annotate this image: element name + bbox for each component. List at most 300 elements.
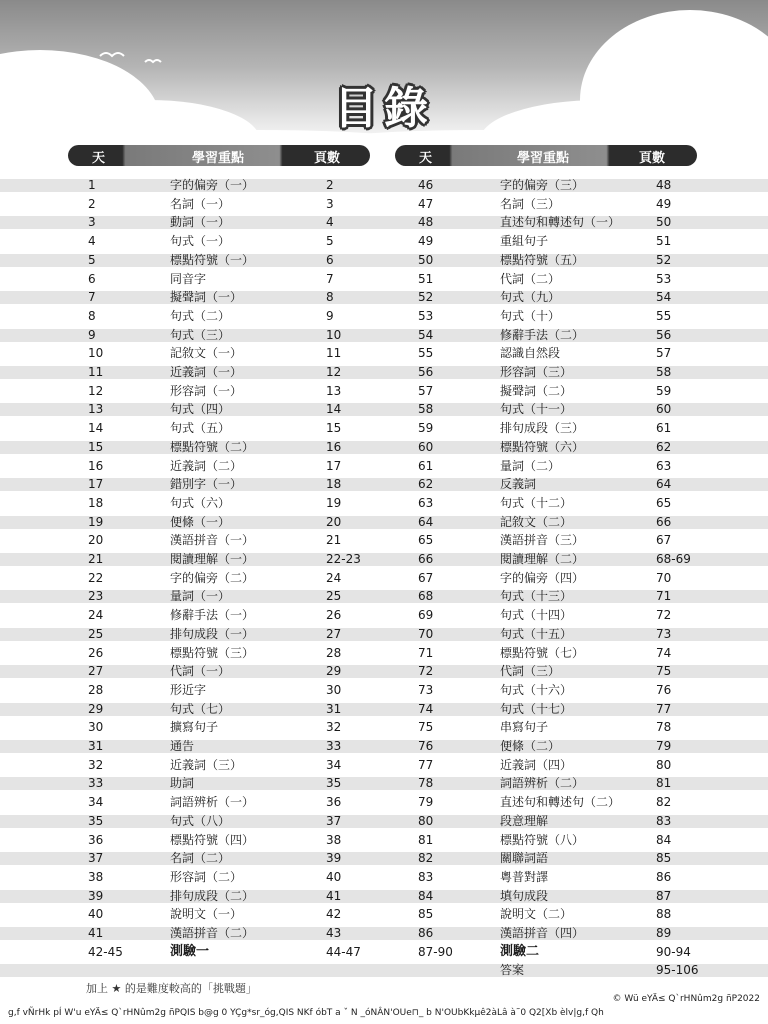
topic-cell: 形容詞（三） (500, 365, 573, 379)
day-cell: 76 (418, 739, 434, 753)
table-row (88, 718, 388, 737)
table-row (418, 550, 718, 569)
page-cell: 95-106 (656, 963, 699, 978)
topic-cell: 直述句和轉述句（二） (500, 795, 621, 810)
topic-cell: 漢語拼音（二） (170, 926, 255, 940)
day-cell: 78 (418, 776, 434, 791)
topic-cell: 句式（三） (170, 327, 231, 342)
table-row (88, 812, 388, 831)
table-row (418, 961, 718, 980)
day-cell: 23 (88, 589, 104, 604)
table-row (88, 195, 388, 214)
table-row (418, 849, 718, 868)
page-cell: 65 (656, 495, 672, 510)
table-row (88, 905, 388, 924)
table-row (88, 887, 388, 906)
topic-cell: 填句成段 (500, 888, 549, 903)
table-row (418, 569, 718, 588)
table-row (88, 382, 388, 401)
header-topic: 學習重點 (517, 151, 570, 166)
day-cell: 87-90 (418, 944, 453, 959)
page-cell: 63 (656, 458, 672, 473)
topic-cell: 測驗二 (500, 943, 540, 959)
day-cell: 11 (88, 365, 104, 379)
day-cell: 65 (418, 533, 434, 548)
day-cell: 39 (88, 888, 104, 903)
topic-cell: 說明文（一） (170, 907, 243, 922)
table-row (418, 419, 718, 438)
topic-cell: 標點符號（三） (170, 645, 255, 660)
day-cell: 30 (88, 720, 104, 735)
page-cell: 24 (326, 570, 342, 585)
topic-cell: 閱讀理解（二） (500, 552, 585, 566)
page-cell: 44-47 (326, 944, 361, 959)
page-cell: 40 (326, 869, 342, 884)
topic-cell: 標點符號（六） (500, 439, 585, 454)
table-row (88, 513, 388, 532)
day-cell: 41 (88, 926, 104, 940)
day-cell: 5 (88, 252, 96, 267)
day-cell: 20 (88, 533, 104, 548)
table-row (88, 288, 388, 307)
table-row (88, 606, 388, 625)
table-row (418, 868, 718, 887)
table-row (88, 326, 388, 345)
day-cell: 2 (88, 196, 96, 211)
table-row (418, 326, 718, 345)
page-cell: 84 (656, 832, 672, 847)
page-cell: 71 (656, 589, 672, 604)
topic-cell: 標點符號（八） (500, 832, 585, 847)
header-day: 天 (92, 151, 106, 166)
table-row (418, 662, 718, 681)
day-cell: 40 (88, 907, 104, 922)
topic-cell: 標點符號（二） (170, 439, 255, 454)
topic-cell: 同音字 (170, 271, 207, 286)
page-cell: 9 (326, 308, 334, 323)
topic-cell: 助詞 (170, 776, 195, 791)
table-row (88, 176, 388, 195)
topic-cell: 答案 (500, 963, 525, 978)
page-cell: 16 (326, 439, 342, 454)
day-cell: 86 (418, 926, 434, 940)
topic-cell: 錯別字（一） (170, 477, 243, 492)
day-cell: 7 (88, 290, 96, 305)
topic-cell: 修辭手法（一） (170, 608, 255, 623)
table-row (418, 344, 718, 363)
page-cell: 14 (326, 402, 342, 417)
topic-cell: 反義詞 (500, 477, 537, 492)
day-cell: 26 (88, 645, 104, 660)
page-cell: 58 (656, 365, 672, 379)
table-row (418, 924, 718, 943)
page-cell: 41 (326, 888, 342, 903)
day-cell: 55 (418, 346, 434, 361)
topic-cell: 關聯詞語 (500, 851, 549, 866)
table-row (418, 774, 718, 793)
topic-cell: 記敘文（二） (500, 514, 573, 529)
day-cell: 61 (418, 458, 434, 473)
day-cell: 1 (88, 178, 96, 192)
day-cell: 47 (418, 196, 434, 211)
table-row (88, 494, 388, 513)
topic-cell: 擴寫句子 (170, 720, 219, 735)
page-cell: 79 (656, 739, 672, 753)
day-cell: 8 (88, 308, 96, 323)
table-header-left (68, 145, 370, 166)
topic-cell: 漢語拼音（三） (500, 533, 585, 548)
page-cell: 80 (656, 757, 672, 772)
topic-cell: 名詞（二） (170, 851, 231, 866)
page-cell: 57 (656, 346, 672, 361)
table-row (88, 774, 388, 793)
day-cell: 48 (418, 215, 434, 230)
day-cell: 75 (418, 720, 434, 735)
table-row (88, 307, 388, 326)
table-row (418, 943, 718, 962)
day-cell: 16 (88, 458, 104, 473)
page-cell: 27 (326, 626, 342, 641)
page-cell: 78 (656, 720, 672, 735)
table-row (418, 606, 718, 625)
day-cell: 77 (418, 757, 434, 772)
page-cell: 2 (326, 178, 334, 192)
header-day: 天 (419, 151, 433, 166)
day-cell: 15 (88, 439, 104, 454)
table-row (88, 644, 388, 663)
day-cell: 58 (418, 402, 434, 417)
topic-cell: 字的偏旁（三） (500, 178, 585, 192)
topic-cell: 句式（十四） (500, 608, 573, 623)
topic-cell: 通告 (170, 739, 195, 753)
challenge-note: 加上 ★ 的是難度較高的「挑戰題」 (86, 982, 257, 995)
topic-cell: 句式（六） (170, 495, 231, 510)
table-row (418, 251, 718, 270)
day-cell: 19 (88, 514, 104, 529)
page-cell: 89 (656, 926, 672, 940)
topic-cell: 粵普對譯 (500, 869, 549, 884)
day-cell: 13 (88, 402, 104, 417)
page-cell: 86 (656, 869, 672, 884)
page-cell: 77 (656, 701, 672, 716)
day-cell: 66 (418, 552, 434, 566)
day-cell: 25 (88, 626, 104, 641)
table-row (88, 793, 388, 812)
topic-cell: 串寫句子 (500, 720, 549, 735)
topic-cell: 句式（十二） (500, 495, 573, 510)
day-cell: 27 (88, 664, 104, 679)
page-cell: 12 (326, 365, 342, 379)
topic-cell: 便條（一） (170, 514, 231, 529)
page-cell: 75 (656, 664, 672, 679)
page-cell: 61 (656, 421, 672, 436)
day-cell: 54 (418, 327, 434, 342)
day-cell: 82 (418, 851, 434, 866)
topic-cell: 動詞（一） (170, 215, 231, 230)
page-cell: 76 (656, 682, 672, 697)
topic-cell: 字的偏旁（一） (170, 178, 255, 192)
topic-cell: 句式（十） (500, 308, 561, 323)
page-cell: 30 (326, 682, 342, 697)
page-title: 目錄 (334, 83, 434, 134)
table-row (418, 176, 718, 195)
day-cell: 70 (418, 626, 434, 641)
day-cell: 4 (88, 234, 96, 249)
page-cell: 64 (656, 477, 672, 492)
table-row (88, 251, 388, 270)
table-row (418, 363, 718, 382)
day-cell: 37 (88, 851, 104, 866)
table-row (88, 550, 388, 569)
topic-cell: 字的偏旁（四） (500, 570, 585, 585)
day-cell: 28 (88, 682, 104, 697)
topic-cell: 近義詞（四） (500, 757, 573, 772)
day-cell: 83 (418, 869, 434, 884)
page-cell: 54 (656, 290, 672, 305)
page-cell: 35 (326, 776, 342, 791)
table-row (88, 363, 388, 382)
page-cell: 50 (656, 215, 672, 230)
day-cell: 52 (418, 290, 434, 305)
topic-cell: 重組句子 (500, 234, 549, 249)
page-cell: 68-69 (656, 552, 691, 566)
table-row (88, 213, 388, 232)
day-cell: 71 (418, 645, 434, 660)
page-cell: 49 (656, 196, 672, 211)
day-cell: 21 (88, 552, 104, 566)
table-row (88, 756, 388, 775)
page-cell: 59 (656, 383, 672, 398)
page-cell: 62 (656, 439, 672, 454)
table-row (88, 924, 388, 943)
page-cell: 32 (326, 720, 342, 735)
day-cell: 67 (418, 570, 434, 585)
topic-cell: 形容詞（一） (170, 383, 243, 398)
topic-cell: 代詞（三） (500, 664, 561, 679)
page-cell: 33 (326, 739, 342, 753)
topic-cell: 詞語辨析（二） (500, 776, 585, 791)
page-cell: 81 (656, 776, 672, 791)
table-row (88, 943, 388, 962)
page-cell: 25 (326, 589, 342, 604)
page-cell: 37 (326, 813, 342, 828)
topic-cell: 代詞（一） (170, 664, 231, 679)
page-cell: 22-23 (326, 552, 361, 566)
topic-cell: 記敘文（一） (170, 346, 243, 361)
page-cell: 67 (656, 533, 672, 548)
topic-cell: 句式（一） (170, 234, 231, 249)
table-row (418, 905, 718, 924)
day-cell: 51 (418, 271, 434, 286)
topic-cell: 標點符號（七） (500, 645, 585, 660)
page-cell: 39 (326, 851, 342, 866)
table-row (88, 849, 388, 868)
table-row (418, 213, 718, 232)
table-row (88, 681, 388, 700)
day-cell: 59 (418, 421, 434, 436)
header-pages: 頁數 (314, 151, 341, 166)
day-cell: 50 (418, 252, 434, 267)
table-row (418, 681, 718, 700)
table-row (88, 400, 388, 419)
footer-text: g,f vÑrHk pÍ W'u eYÄ≤ Q`rHNûm2g ñPQIS b@g 0 YÇg*sr_óg,QIS NKf óbT a ˇ N _óNÂN'OUe⊓_ b N'OUbKkµê2àLâ à˜0 Q2[Xb èlv|g,f Qh (8, 1008, 604, 1018)
topic-cell: 排句成段（二） (170, 888, 255, 903)
day-cell: 62 (418, 477, 434, 492)
day-cell: 36 (88, 832, 104, 847)
table-row (88, 344, 388, 363)
topic-cell: 近義詞（一） (170, 365, 243, 379)
day-cell: 6 (88, 271, 96, 286)
table-row (418, 700, 718, 719)
table-row (88, 569, 388, 588)
topic-cell: 名詞（一） (170, 196, 231, 211)
page-cell: 72 (656, 608, 672, 623)
page-cell: 90-94 (656, 944, 691, 959)
table-row (418, 382, 718, 401)
day-cell: 68 (418, 589, 434, 604)
table-row (418, 513, 718, 532)
page-cell: 5 (326, 234, 334, 249)
topic-cell: 句式（十六） (500, 682, 573, 697)
day-cell: 10 (88, 346, 104, 361)
topic-cell: 量詞（二） (500, 458, 561, 473)
day-cell: 81 (418, 832, 434, 847)
day-cell: 60 (418, 439, 434, 454)
topic-cell: 便條（二） (500, 739, 561, 753)
topic-cell: 句式（五） (170, 421, 231, 436)
table-row (418, 644, 718, 663)
page-cell: 15 (326, 421, 342, 436)
header-pages: 頁數 (639, 151, 666, 166)
topic-cell: 詞語辨析（一） (170, 795, 255, 810)
table-row (418, 307, 718, 326)
table-row (88, 457, 388, 476)
page-cell: 6 (326, 252, 334, 267)
topic-cell: 漢語拼音（四） (500, 926, 585, 940)
day-cell: 84 (418, 888, 434, 903)
page-cell: 3 (326, 196, 334, 211)
table-row (418, 756, 718, 775)
topic-cell: 句式（十五） (500, 626, 573, 641)
page-cell: 38 (326, 832, 342, 847)
day-cell: 64 (418, 514, 434, 529)
day-cell: 63 (418, 495, 434, 510)
page-cell: 34 (326, 757, 342, 772)
day-cell: 49 (418, 234, 434, 249)
page-cell: 73 (656, 626, 672, 641)
page-cell: 20 (326, 514, 342, 529)
day-cell: 85 (418, 907, 434, 922)
topic-cell: 句式（二） (170, 308, 231, 323)
topic-cell: 句式（十一） (500, 402, 573, 417)
day-cell: 72 (418, 664, 434, 679)
page-cell: 60 (656, 402, 672, 417)
table-row (418, 531, 718, 550)
day-cell: 79 (418, 795, 434, 810)
topic-cell: 量詞（一） (170, 589, 231, 604)
page-cell: 70 (656, 570, 672, 585)
day-cell: 17 (88, 477, 104, 492)
topic-cell: 標點符號（五） (500, 252, 585, 267)
page-cell: 26 (326, 608, 342, 623)
day-cell: 29 (88, 701, 104, 716)
page-cell: 13 (326, 383, 342, 398)
page-cell: 18 (326, 477, 342, 492)
table-row (88, 625, 388, 644)
topic-cell: 閱讀理解（一） (170, 552, 255, 566)
table-row (418, 737, 718, 756)
table-row (418, 494, 718, 513)
table-row (418, 270, 718, 289)
page-cell: 31 (326, 701, 342, 716)
page-cell: 55 (656, 308, 672, 323)
topic-cell: 修辭手法（二） (500, 327, 585, 342)
day-cell: 18 (88, 495, 104, 510)
table-row (418, 831, 718, 850)
page-cell: 11 (326, 346, 342, 361)
topic-cell: 排句成段（三） (500, 421, 585, 436)
page-cell: 17 (326, 458, 342, 473)
topic-cell: 測驗一 (170, 943, 210, 959)
page-cell: 4 (326, 215, 334, 230)
table-row (418, 438, 718, 457)
day-cell: 38 (88, 869, 104, 884)
topic-cell: 代詞（二） (500, 271, 561, 286)
table-row (418, 288, 718, 307)
table-row (88, 868, 388, 887)
table-row (418, 475, 718, 494)
day-cell: 35 (88, 813, 104, 828)
day-cell: 12 (88, 383, 104, 398)
page-cell: 85 (656, 851, 672, 866)
page-cell: 87 (656, 888, 672, 903)
page-cell: 29 (326, 664, 342, 679)
topic-cell: 標點符號（四） (170, 832, 255, 847)
topic-cell: 句式（十七） (500, 701, 573, 716)
day-cell: 69 (418, 608, 434, 623)
day-cell: 74 (418, 701, 434, 716)
page-cell: 42 (326, 907, 342, 922)
page-cell: 8 (326, 290, 334, 305)
topic-cell: 擬聲詞（二） (500, 383, 573, 398)
topic-cell: 近義詞（三） (170, 757, 243, 772)
page-cell: 53 (656, 271, 672, 286)
table-row (88, 531, 388, 550)
topic-cell: 段意理解 (500, 813, 549, 828)
topic-cell: 形容詞（二） (170, 869, 243, 884)
topic-cell: 句式（九） (500, 290, 561, 305)
day-cell: 80 (418, 813, 434, 828)
day-cell: 34 (88, 795, 104, 810)
page-cell: 36 (326, 795, 342, 810)
table-row (418, 587, 718, 606)
day-cell: 3 (88, 215, 96, 230)
day-cell: 14 (88, 421, 104, 436)
table-header-right (395, 145, 697, 166)
table-row (88, 270, 388, 289)
day-cell: 53 (418, 308, 434, 323)
day-cell: 42-45 (88, 944, 123, 959)
page-cell: 74 (656, 645, 672, 660)
topic-cell: 近義詞（二） (170, 458, 243, 473)
day-cell: 24 (88, 608, 104, 623)
topic-cell: 句式（四） (170, 402, 231, 417)
bird-icon (100, 46, 656, 62)
page-cell: 88 (656, 907, 672, 922)
header-topic: 學習重點 (192, 151, 245, 166)
topic-cell: 說明文（二） (500, 907, 573, 922)
day-cell: 73 (418, 682, 434, 697)
